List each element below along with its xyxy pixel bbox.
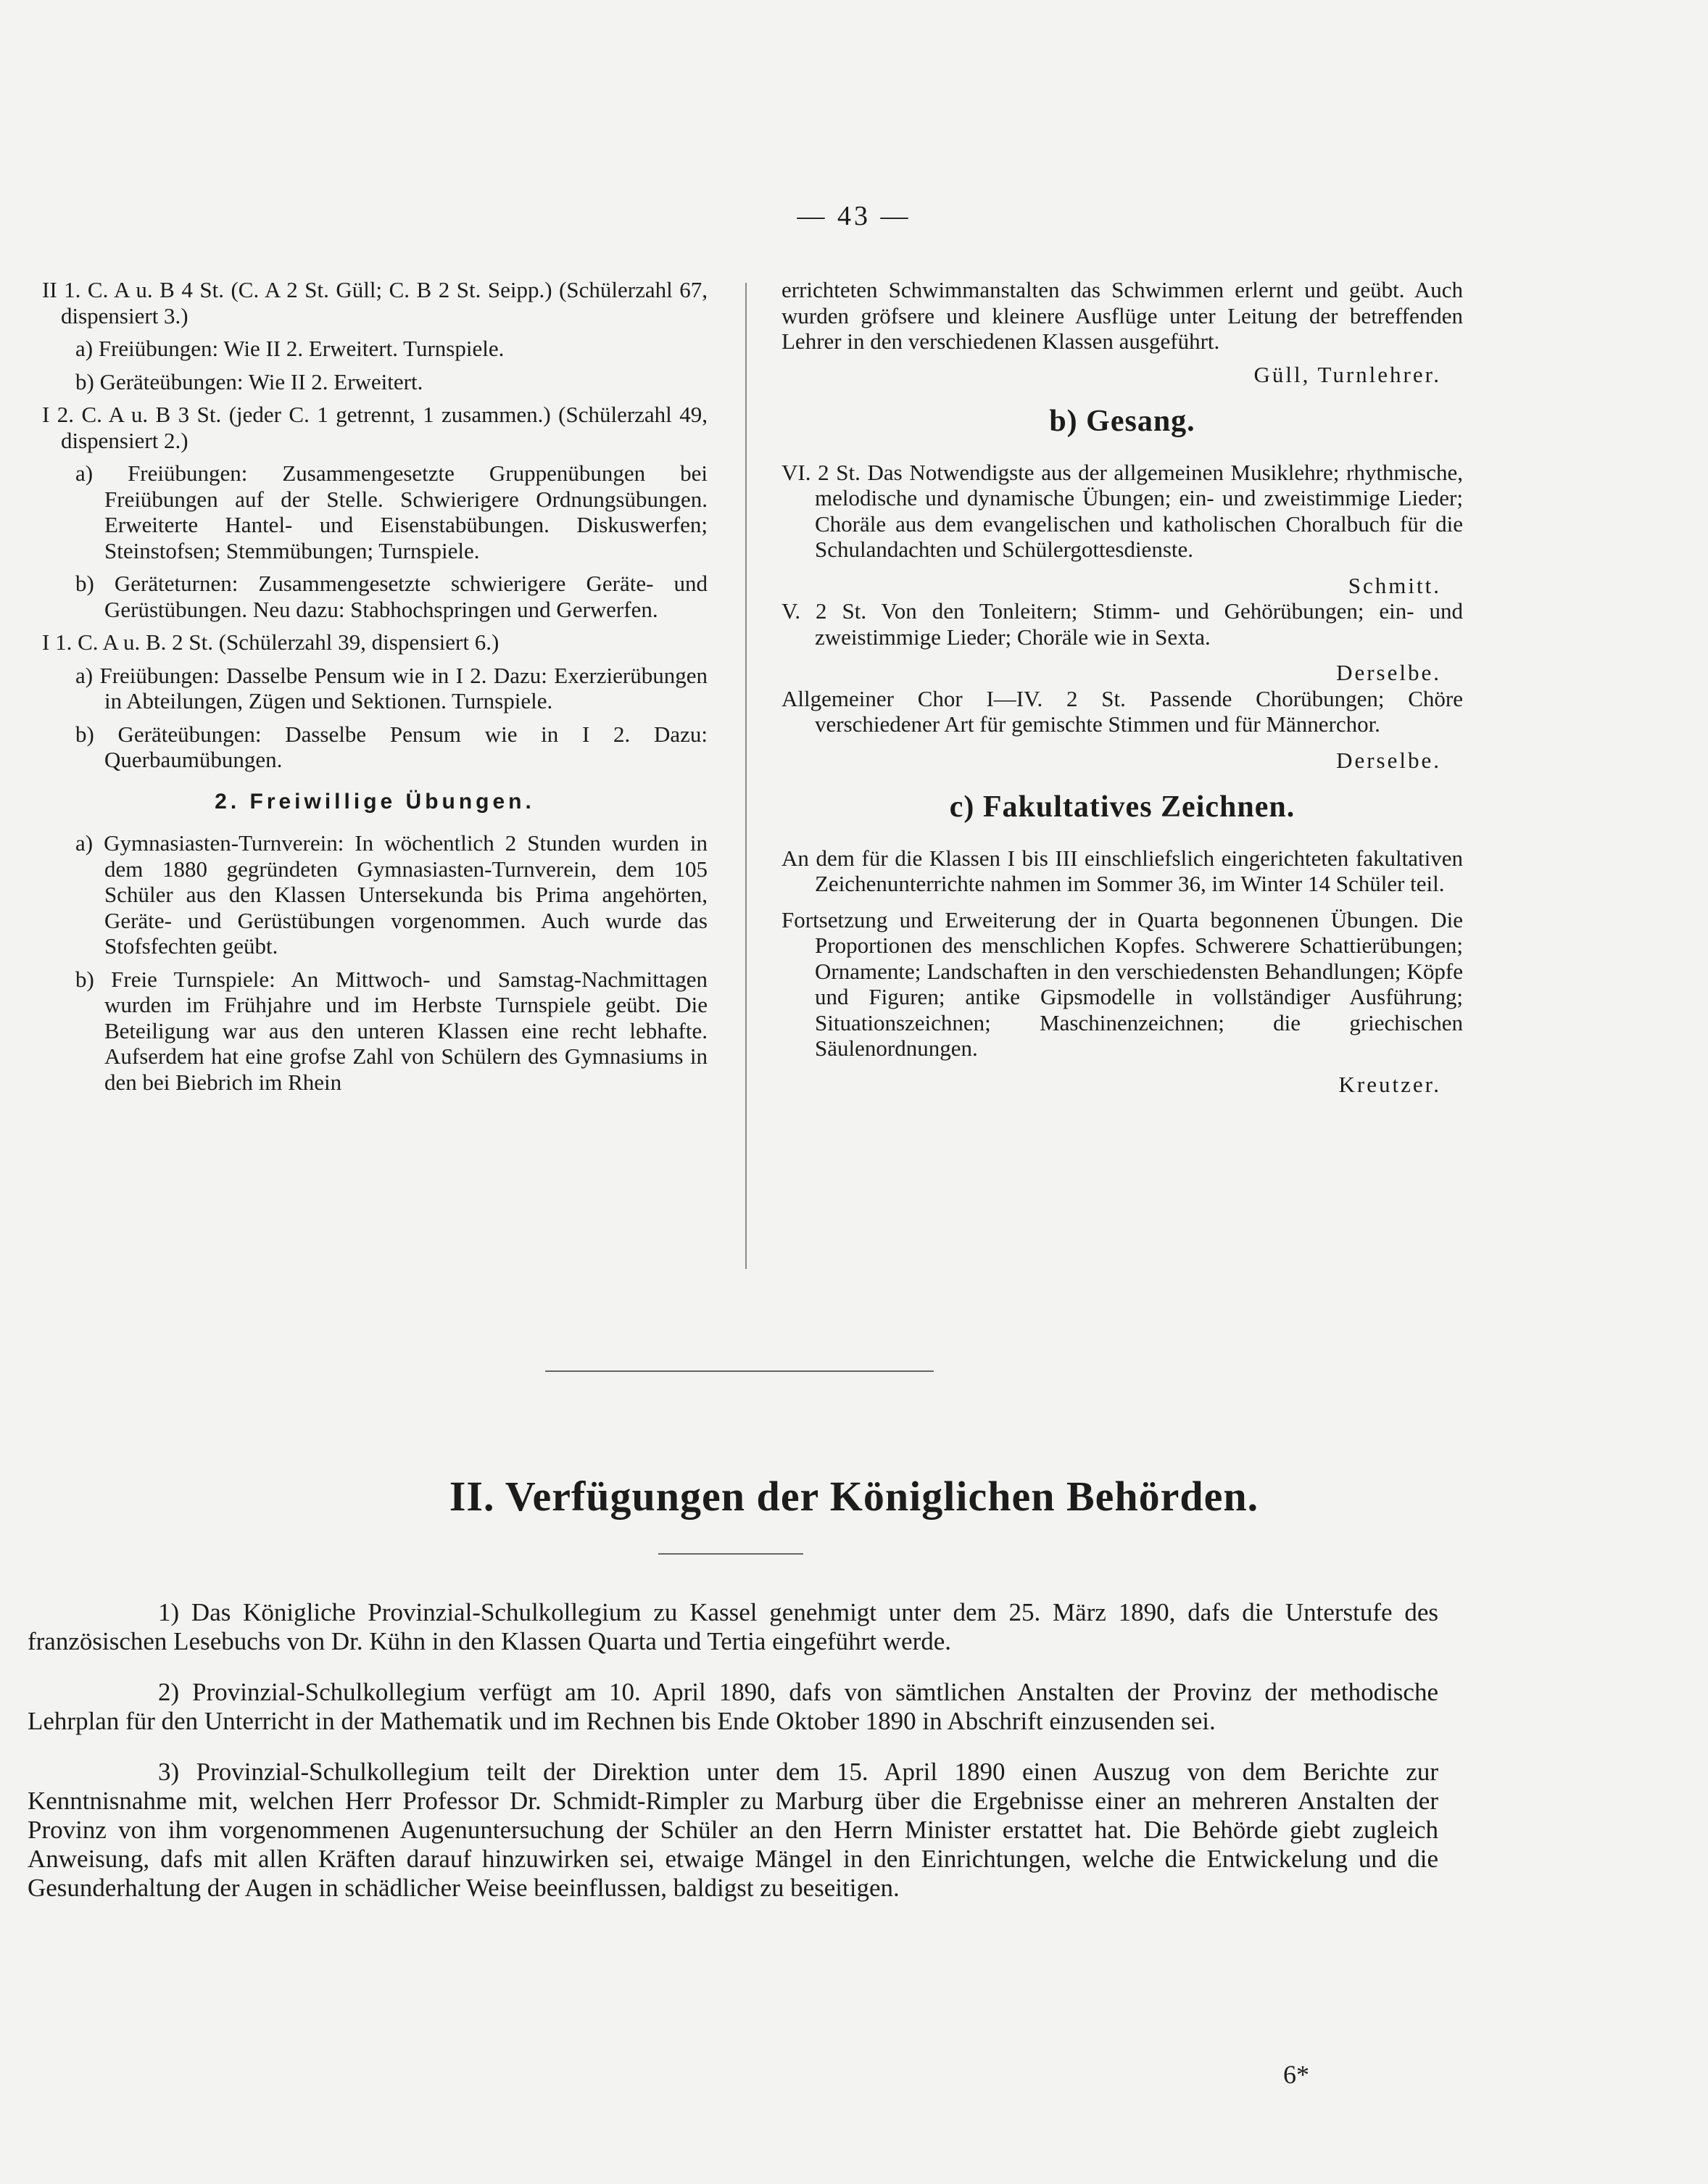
column-divider	[745, 283, 747, 1269]
signature-derselbe-1: Derselbe.	[1336, 660, 1441, 685]
class-i2-entry: I 2. C. A u. B 3 St. (jeder C. 1 getrennt, 1 zusammen.) (Schülerzahl 49, dispensiert 2.)	[42, 402, 708, 453]
section-ii-title: II. Verfügungen der Königlichen Behörden.	[449, 1473, 1259, 1520]
decree-2: 2) Provinzial-Schulkollegium verfügt am 10. April 1890, dafs von sämtlichen Anstalten der Provinz der methodische Lehrplan für den Unterricht in der Mathematik und im Rechnen bis Ende Oktober 1890 in Abschrift einzusenden sei.	[28, 1678, 1438, 1735]
section-separator-rule	[545, 1370, 934, 1372]
drawing-heading: c) Fakultatives Zeichnen.	[949, 790, 1295, 824]
class-ii1-free-exercises: a) Freiübungen: Wie II 2. Erweitert. Turnspiele.	[75, 336, 505, 361]
signature-schmitt: Schmitt.	[1348, 572, 1441, 598]
page-number: — 43 —	[797, 201, 911, 231]
singing-quinta: V. 2 St. Von den Tonleitern; Stimm- und Gehörübungen; ein- und zweistimmige Lieder; Choräle wie in Sexta.	[782, 598, 1463, 650]
voluntary-exercises-heading: 2. Freiwillige Übungen.	[215, 789, 535, 814]
signature-kreutzer: Kreutzer.	[1338, 1071, 1441, 1097]
signature-mark: 6*	[1283, 2060, 1309, 2089]
decree-3: 3) Provinzial-Schulkollegium teilt der Direktion unter dem 15. April 1890 einen Auszug von dem Berichte zur Kenntnisnahme mit, welchen Herr Professor Dr. Schmidt-Rimpler zu Marburg über die Ergebnisse einer an mehreren Anstalten der Provinz von ihm vorgenommenen Augenuntersuchung der Schüler an den Herrn Minister erstattet hat. Die Behörde giebt zugleich Anweisung, dafs mit allen Kräften darauf hinzuwirken sei, etwaige Mängel in den Einrichtungen, welche die Entwickelung und die Gesunderhaltung der Augen in schädlicher Weise beeinflussen, baldigst zu beseitigen.	[28, 1758, 1438, 1902]
free-games-paragraph: b) Freie Turnspiele: An Mittwoch- und Samstag-Nachmittagen wurden im Frühjahre und im Herbste Turnspiele geübt. Die Beteiligung war aus den unteren Klassen eine recht lebhafte. Aufserdem hat eine grofse Zahl von Schülern des Gymnasiums in den bei Biebrich im Rhein	[75, 966, 708, 1095]
class-ii1-apparatus: b) Geräteübungen: Wie II 2. Erweitert.	[75, 368, 423, 394]
singing-heading: b) Gesang.	[1049, 405, 1195, 438]
right-column	[782, 277, 1463, 1097]
class-i2-apparatus: b) Geräteturnen: Zusammengesetzte schwierigere Geräte- und Gerüstübungen. Neu dazu: Stabhochspringen und Gerwerfen.	[75, 571, 708, 622]
drawing-participation: An dem für die Klassen I bis III einschliefslich eingerichteten fakultativen Zeichenunterrichte nahmen im Sommer 36, im Winter 14 Schüler teil.	[782, 845, 1463, 896]
class-i1-entry: I 1. C. A u. B. 2 St. (Schülerzahl 39, dispensiert 6.)	[42, 629, 499, 655]
title-underline-rule	[658, 1553, 803, 1555]
swimming-continuation: errichteten Schwimmanstalten das Schwimmen erlernt und geübt. Auch wurden gröfsere und kleinere Ausflüge unter Leitung der betreffenden Lehrer in den verschiedenen Klassen ausgeführt.	[782, 277, 1463, 354]
class-i2-free-exercises: a) Freiübungen: Zusammengesetzte Gruppenübungen bei Freiübungen auf der Stelle. Schwierigere Ordnungsübungen. Erweiterte Hantel- und Eisenstabübungen. Diskuswerfen; Steinstofsen; Stemmübungen; Turnspiele.	[75, 460, 708, 563]
decree-1: 1) Das Königliche Provinzial-Schulkollegium zu Kassel genehmigt unter dem 25. März 1890, dafs die Unterstufe des französischen Lesebuchs von Dr. Kühn in den Klassen Quarta und Tertia eingeführt werde.	[28, 1598, 1438, 1655]
singing-sexta: VI. 2 St. Das Notwendigste aus der allgemeinen Musiklehre; rhythmische, melodische und dynamische Übungen; ein- und zweistimmige Lieder; Choräle aus dem evangelischen und katholischen Choralbuch für die Schulandachten und Schülergottesdienste.	[782, 459, 1463, 562]
drawing-curriculum: Fortsetzung und Erweiterung der in Quarta begonnenen Übungen. Die Proportionen des menschlichen Kopfes. Schwerere Schattierübungen; Ornamente; Landschaften in den verschiedensten Behandlungen; Köpfe und Figuren; antike Gipsmodelle in vollständiger Ausführung; Situationszeichnen; Maschinenzeichnen; die griechischen Säulenordnungen.	[782, 906, 1463, 1061]
class-i1-free-exercises: a) Freiübungen: Dasselbe Pensum wie in I 2. Dazu: Exerzierübungen in Abteilungen, Zügen und Sektionen. Turnspiele.	[75, 662, 708, 713]
left-column	[42, 277, 708, 1102]
choir-paragraph: Allgemeiner Chor I—IV. 2 St. Passende Chorübungen; Chöre verschiedener Art für gemischte Stimmen und für Männerchor.	[782, 685, 1463, 737]
signature-gull: Güll, Turnlehrer.	[1253, 361, 1441, 387]
signature-derselbe-2: Derselbe.	[1336, 747, 1441, 773]
gymnast-club-paragraph: a) Gymnasiasten-Turnverein: In wöchentlich 2 Stunden wurden in dem 1880 gegründeten Gymnasiasten-Turnverein, dem 105 Schüler aus den Klassen Untersekunda bis Prima angehörten, Geräte- und Gerüstübungen vorgenommen. Auch wurde das Stofsfechten geübt.	[75, 830, 708, 959]
class-ii1-entry: II 1. C. A u. B 4 St. (C. A 2 St. Güll; C. B 2 St. Seipp.) (Schülerzahl 67, dispensiert 3.)	[42, 277, 708, 328]
class-i1-apparatus: b) Geräteübungen: Dasselbe Pensum wie in I 2. Dazu: Querbaumübungen.	[75, 721, 708, 772]
section-ii-body	[28, 1598, 1438, 1924]
